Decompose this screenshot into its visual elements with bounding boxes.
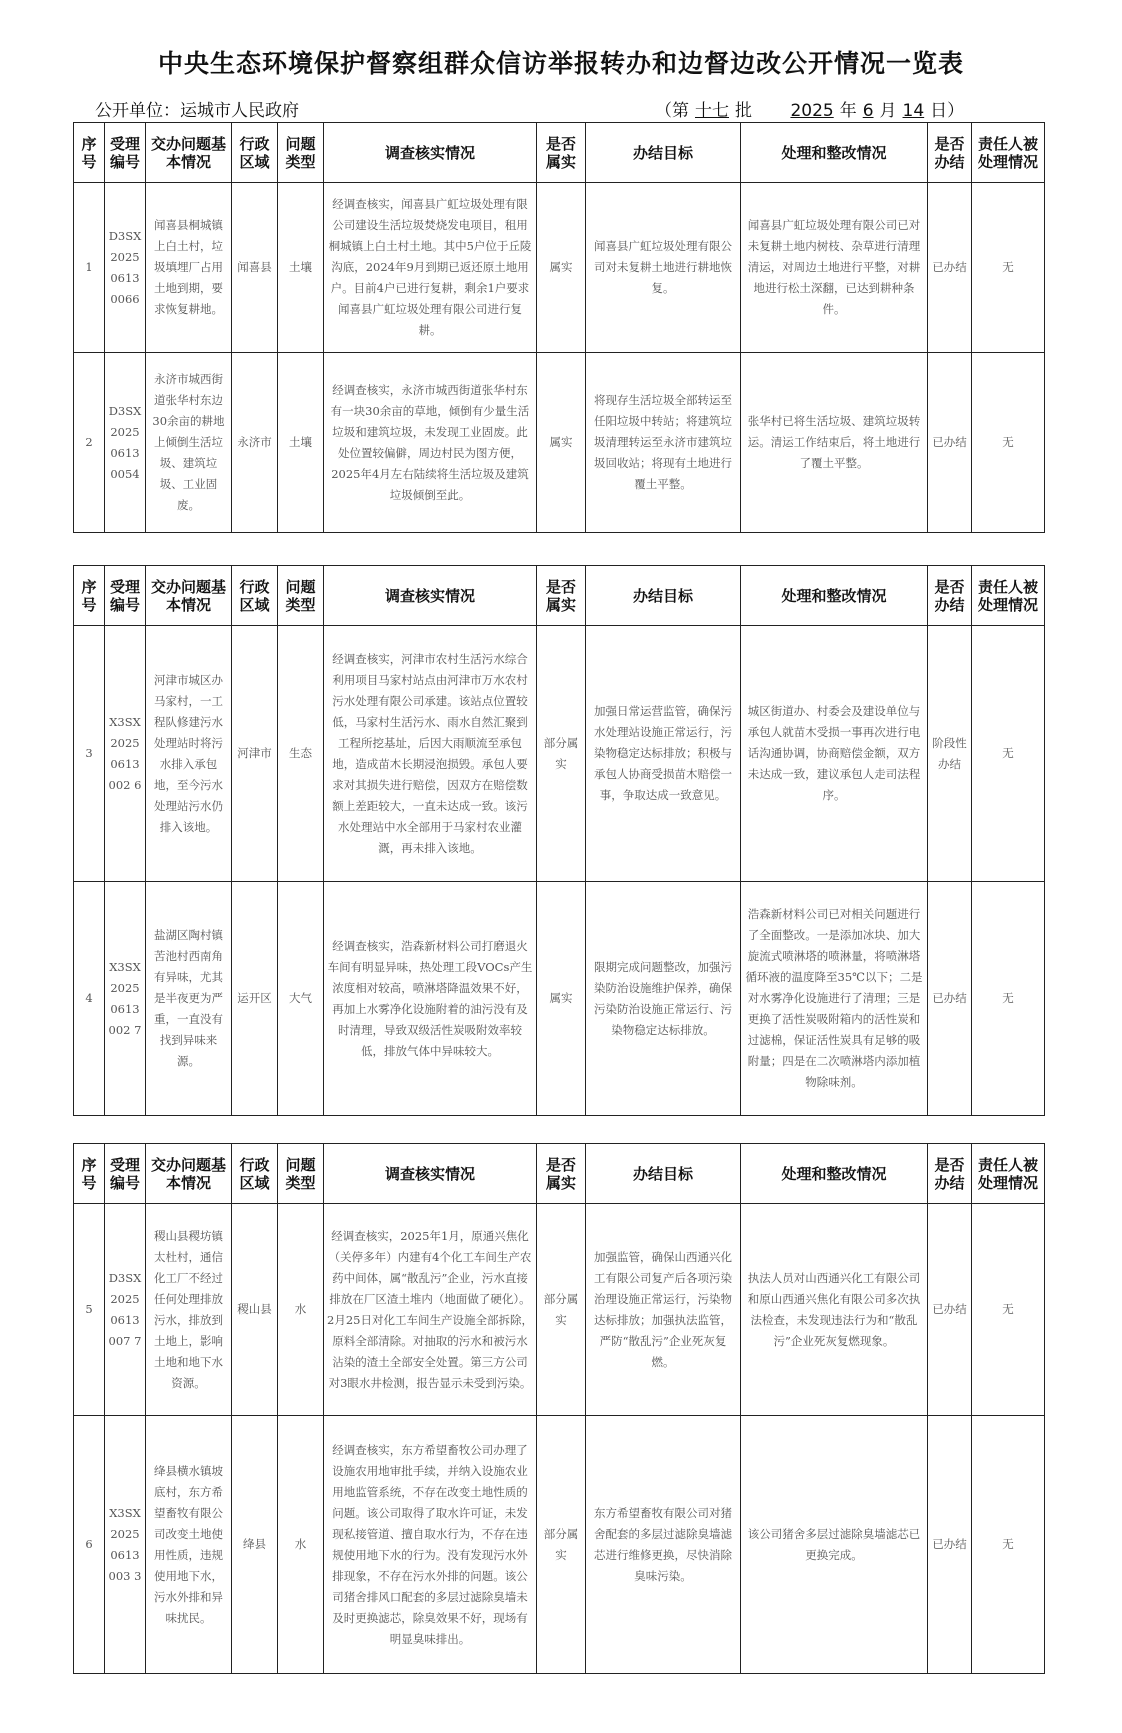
cell-rectification: 该公司猪舍多层过滤除臭墙滤芯已更换完成。: [741, 1416, 928, 1674]
header-rectification: 处理和整改情况: [741, 566, 928, 626]
cell-target: 将现存生活垃圾全部转运至任阳垃圾中转站；将建筑垃圾清理转运至永济市建筑垃圾回收站；将现有土地进行覆土平整。: [586, 353, 741, 533]
cell-no: 1: [74, 183, 105, 353]
cell-done: 已办结: [928, 183, 972, 353]
cell-type: 大气: [278, 882, 324, 1116]
header-region: 行政区域: [232, 123, 278, 183]
cell-code: D3SX202506130066: [105, 183, 146, 353]
cell-investigation: 经调查核实，闻喜县广虹垃圾处理有限公司建设生活垃圾焚烧发电项目，租用桐城镇上白土村土地。其中5户位于丘陵沟底，2024年9月到期已返还原土地用户。目前4户已进行复耕，剩余1户要求闻喜县广虹垃圾处理有限公司进行复耕。: [324, 183, 537, 353]
cell-rectification: 张华村已将生活垃圾、建筑垃圾转运。清运工作结束后，将土地进行了覆土平整。: [741, 353, 928, 533]
cell-region: 河津市: [232, 626, 278, 882]
table-row: [74, 882, 1045, 1116]
cell-rectification: 浩森新材料公司已对相关问题进行了全面整改。一是添加冰块、加大旋流式喷淋塔的喷淋量，将喷淋塔循环液的温度降至35℃以下；二是对水雾净化设施进行了清理；三是更换了活性炭吸附箱内的活性炭和过滤棉，保证活性炭具有足够的吸附量；四是在二次喷淋塔内添加植物除味剂。: [741, 882, 928, 1116]
cell-type: 土壤: [278, 183, 324, 353]
table-header-row: [74, 1144, 1045, 1204]
cell-penalty: 无: [972, 1416, 1045, 1674]
header-target: 办结目标: [586, 123, 741, 183]
header-region: 行政区域: [232, 566, 278, 626]
header-investigation: 调查核实情况: [324, 123, 537, 183]
cell-rectification: 城区街道办、村委会及建设单位与承包人就苗木受损一事再次进行电话沟通协调，协商赔偿金额，双方未达成一致，建议承包人走司法程序。: [741, 626, 928, 882]
cell-issue: 河津市城区办马家村，一工程队修建污水处理站时将污水排入承包地，至今污水处理站污水仍排入该地。: [146, 626, 232, 882]
header-rectification: 处理和整改情况: [741, 1144, 928, 1204]
cell-code: X3SX20250613002 7: [105, 882, 146, 1116]
cell-region: 稷山县: [232, 1204, 278, 1416]
cell-true-status: 属实: [537, 882, 586, 1116]
cell-penalty: 无: [972, 1204, 1045, 1416]
cell-issue: 永济市城西街道张华村东边30余亩的耕地上倾倒生活垃圾、建筑垃圾、工业固废。: [146, 353, 232, 533]
cell-target: 东方希望畜牧有限公司对猪舍配套的多层过滤除臭墙滤芯进行维修更换，尽快消除臭味污染。: [586, 1416, 741, 1674]
cell-issue: 闻喜县桐城镇上白土村，垃圾填埋厂占用土地到期，要求恢复耕地。: [146, 183, 232, 353]
table-block-2: [73, 565, 1045, 1116]
header-no: 序号: [74, 1144, 105, 1204]
header-no: 序号: [74, 566, 105, 626]
header-target: 办结目标: [586, 1144, 741, 1204]
cell-target: 加强监管，确保山西通兴化工有限公司复产后各项污染治理设施正常运行，污染物达标排放；加强执法监管，严防“散乱污”企业死灰复燃。: [586, 1204, 741, 1416]
cell-no: 5: [74, 1204, 105, 1416]
header-region: 行政区域: [232, 1144, 278, 1204]
cell-type: 水: [278, 1416, 324, 1674]
header-penalty: 责任人被处理情况: [972, 566, 1045, 626]
header-rectification: 处理和整改情况: [741, 123, 928, 183]
publisher-unit: 公开单位：运城市人民政府: [95, 101, 299, 121]
table-row: [74, 1204, 1045, 1416]
cell-type: 水: [278, 1204, 324, 1416]
header-penalty: 责任人被处理情况: [972, 123, 1045, 183]
cell-done: 阶段性办结: [928, 626, 972, 882]
header-type: 问题类型: [278, 123, 324, 183]
cell-issue: 绛县横水镇坡底村，东方希望畜牧有限公司改变土地使用性质，违规使用地下水，污水外排和异味扰民。: [146, 1416, 232, 1674]
header-code: 受理编号: [105, 123, 146, 183]
cell-true-status: 部分属实: [537, 1416, 586, 1674]
cell-done: 已办结: [928, 1416, 972, 1674]
cell-code: D3SX202506130054: [105, 353, 146, 533]
cell-target: 限期完成问题整改，加强污染防治设施维护保养，确保污染防治设施正常运行、污染物稳定达标排放。: [586, 882, 741, 1116]
cell-region: 永济市: [232, 353, 278, 533]
cell-target: 加强日常运营监管，确保污水处理站设施正常运行，污染物稳定达标排放；积极与承包人协商受损苗木赔偿一事，争取达成一致意见。: [586, 626, 741, 882]
cell-done: 已办结: [928, 1204, 972, 1416]
header-code: 受理编号: [105, 1144, 146, 1204]
cell-true-status: 属实: [537, 353, 586, 533]
header-investigation: 调查核实情况: [324, 566, 537, 626]
header-done: 是否办结: [928, 566, 972, 626]
table-row: [74, 626, 1045, 882]
header-investigation: 调查核实情况: [324, 1144, 537, 1204]
table-header-row: [74, 123, 1045, 183]
cell-code: X3SX20250613003 3: [105, 1416, 146, 1674]
header-issue: 交办问题基本情况: [146, 1144, 232, 1204]
cell-no: 6: [74, 1416, 105, 1674]
cell-type: 生态: [278, 626, 324, 882]
cell-region: 闻喜县: [232, 183, 278, 353]
header-true-status: 是否属实: [537, 123, 586, 183]
cell-done: 已办结: [928, 353, 972, 533]
table-block-3: [73, 1143, 1045, 1674]
header-no: 序号: [74, 123, 105, 183]
table-header-row: [74, 566, 1045, 626]
header-done: 是否办结: [928, 123, 972, 183]
header-target: 办结目标: [586, 566, 741, 626]
cell-penalty: 无: [972, 353, 1045, 533]
cell-investigation: 经调查核实，河津市农村生活污水综合利用项目马家村站点由河津市万水农村污水处理有限公司承建。该站点位置较低，马家村生活污水、雨水自然汇聚到工程所挖基址，后因大雨顺流至承包地，造成苗木长期浸泡损毁。承包人要求对其损失进行赔偿，因双方在赔偿数额上差距较大，一直未达成一致。该污水处理站中水全部用于马家村农业灌溉，再未排入该地。: [324, 626, 537, 882]
cell-type: 土壤: [278, 353, 324, 533]
cell-code: X3SX20250613002 6: [105, 626, 146, 882]
cell-investigation: 经调查核实，2025年1月，原通兴焦化（关停多年）内建有4个化工车间生产农药中间体，属“散乱污”企业，污水直接排放在厂区渣土堆内（地面做了硬化）。2月25日对化工车间生产设施全部拆除，原料全部清除。对抽取的污水和被污水沾染的渣土全部安全处置。第三方公司对3眼水井检测，报告显示未受到污染。: [324, 1204, 537, 1416]
cell-region: 绛县: [232, 1416, 278, 1674]
page-title: 中央生态环境保护督察组群众信访举报转办和边督边改公开情况一览表: [157, 49, 964, 78]
cell-penalty: 无: [972, 882, 1045, 1116]
table-row: [74, 183, 1045, 353]
cell-investigation: 经调查核实，永济市城西街道张华村东有一块30余亩的草地，倾倒有少量生活垃圾和建筑垃圾，未发现工业固废。此处位置较偏僻，周边村民为图方便，2025年4月左右陆续将生活垃圾及建筑垃圾倾倒至此。: [324, 353, 537, 533]
cell-penalty: 无: [972, 183, 1045, 353]
cell-done: 已办结: [928, 882, 972, 1116]
table-row: [74, 1416, 1045, 1674]
cell-rectification: 执法人员对山西通兴化工有限公司和原山西通兴焦化有限公司多次执法检查，未发现违法行为和“散乱污”企业死灰复燃现象。: [741, 1204, 928, 1416]
header-true-status: 是否属实: [537, 566, 586, 626]
cell-true-status: 属实: [537, 183, 586, 353]
header-true-status: 是否属实: [537, 1144, 586, 1204]
cell-true-status: 部分属实: [537, 626, 586, 882]
cell-issue: 稷山县稷坊镇太杜村，通信化工厂不经过任何处理排放污水，排放到土地上，影响土地和地下水资源。: [146, 1204, 232, 1416]
header-issue: 交办问题基本情况: [146, 566, 232, 626]
cell-no: 4: [74, 882, 105, 1116]
batch-date: （第 十七 批 2025 年 6 月 14 日）: [655, 101, 965, 121]
cell-investigation: 经调查核实，浩森新材料公司打磨退火车间有明显异味，热处理工段VOCs产生浓度相对较高，喷淋塔降温效果不好，再加上水雾净化设施附着的油污没有及时清理，导致双级活性炭吸附效率较低，排放气体中异味较大。: [324, 882, 537, 1116]
header-code: 受理编号: [105, 566, 146, 626]
cell-no: 2: [74, 353, 105, 533]
cell-no: 3: [74, 626, 105, 882]
table-row: [74, 353, 1045, 533]
cell-penalty: 无: [972, 626, 1045, 882]
header-issue: 交办问题基本情况: [146, 123, 232, 183]
header-done: 是否办结: [928, 1144, 972, 1204]
cell-issue: 盐湖区陶村镇苦池村西南角有异味，尤其是半夜更为严重，一直没有找到异味来源。: [146, 882, 232, 1116]
cell-region: 运开区: [232, 882, 278, 1116]
cell-true-status: 部分属实: [537, 1204, 586, 1416]
cell-investigation: 经调查核实，东方希望畜牧公司办理了设施农用地审批手续，并纳入设施农业用地监管系统，不存在改变土地性质的问题。该公司取得了取水许可证，未发现私接管道、擅自取水行为，不存在违规使用地下水的行为。没有发现污水外排现象，不存在污水外排的问题。该公司猪舍排风口配套的多层过滤除臭墙未及时更换滤芯，除臭效果不好，现场有明显臭味排出。: [324, 1416, 537, 1674]
header-penalty: 责任人被处理情况: [972, 1144, 1045, 1204]
cell-target: 闻喜县广虹垃圾处理有限公司对未复耕土地进行耕地恢复。: [586, 183, 741, 353]
cell-code: D3SX20250613007 7: [105, 1204, 146, 1416]
table-block-1: [73, 122, 1045, 533]
header-type: 问题类型: [278, 1144, 324, 1204]
header-type: 问题类型: [278, 566, 324, 626]
cell-rectification: 闻喜县广虹垃圾处理有限公司已对未复耕土地内树枝、杂草进行清理清运，对周边土地进行平整，对耕地进行松土深翻，已达到耕种条件。: [741, 183, 928, 353]
